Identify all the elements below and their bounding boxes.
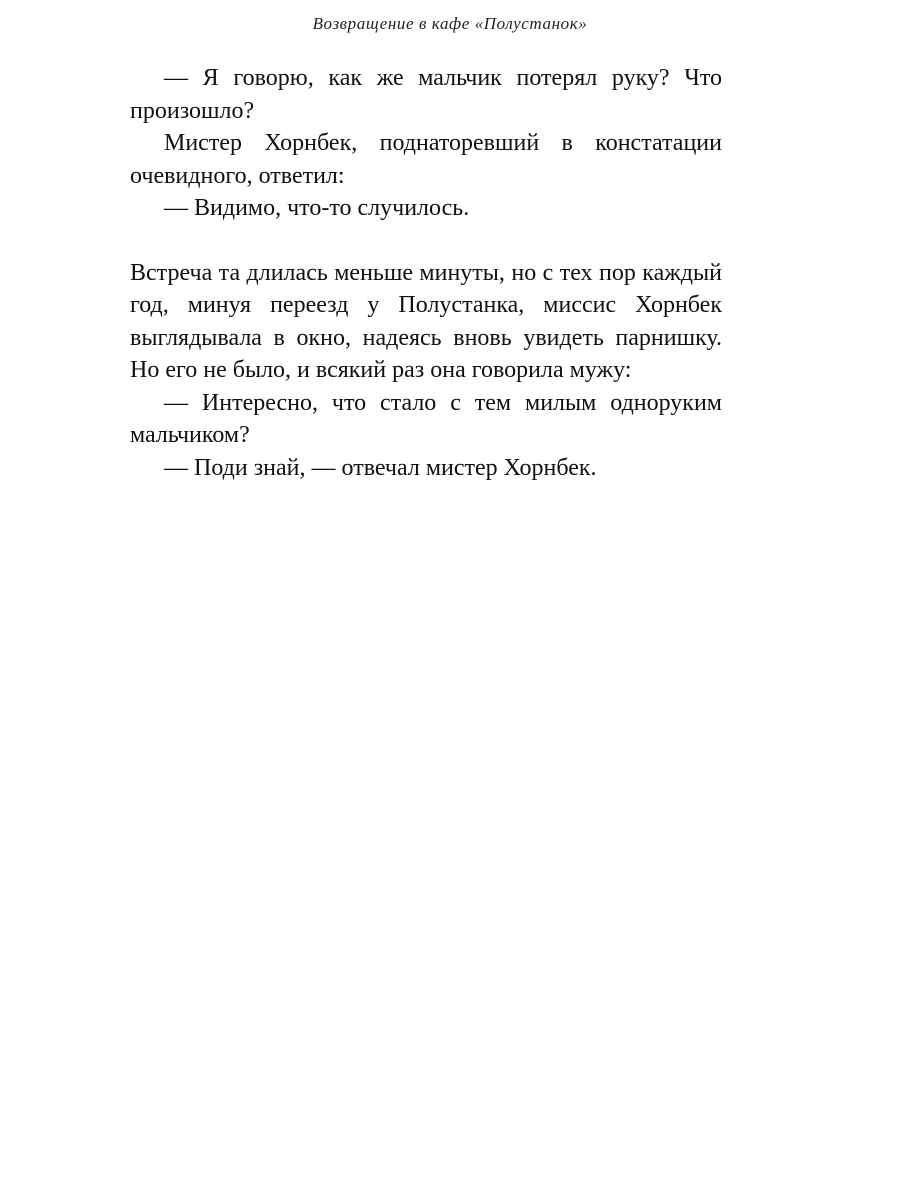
running-header: Возвращение в кафе «Полустанок» [312, 14, 588, 33]
paragraph-narration-meeting: Встреча та длилась меньше минуты, но с тех пор каждый год, минуя переезд у Полустанка, миссис Хорнбек выглядывала в окно, надеясь вновь увидеть парнишку. Но его не было, и всякий раз она говорила мужу: [130, 259, 722, 383]
paragraph-dialogue-wonder: — Интересно, что стало с тем милым одноруким мальчиком? [130, 389, 722, 448]
paragraph-dialogue-question: — Я говорю, как же мальчик потерял руку? Что произошло? [130, 65, 722, 124]
section-break [130, 225, 722, 257]
paragraph-narration-reply-intro: Мистер Хорнбек, поднаторевший в констатации очевидного, ответил: [130, 130, 722, 189]
paragraph-dialogue-reply: — Поди знай, — отвечал мистер Хорнбек. [164, 454, 597, 481]
paragraph-dialogue-answer: — Видимо, что-то случилось. [164, 195, 470, 221]
page-text [130, 62, 722, 484]
